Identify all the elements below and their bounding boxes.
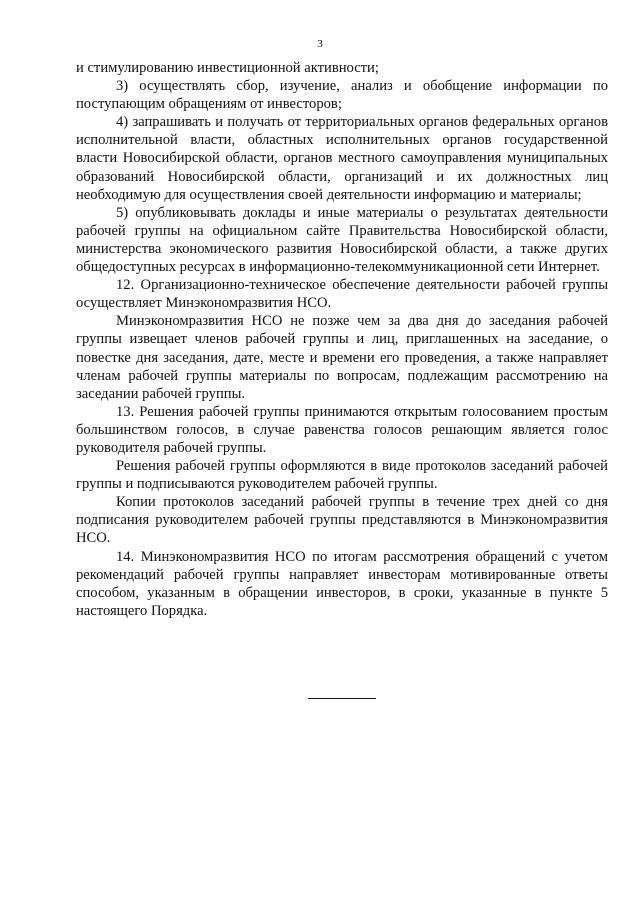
paragraph-item-4: 4) запрашивать и получать от территориальных органов федеральных органов исполнительной власти, областных исполнительных органов государственной власти Новосибирской области, органов местного самоуправления муниципальных образований Новосибирской области, организаций и их должностных лиц необходимую для осуществления своей деятельности информацию и материалы;	[76, 114, 608, 203]
paragraph-clause-13-copies: Копии протоколов заседаний рабочей группы в течение трех дней со дня подписания руководителем рабочей группы представляются в Минэкономразвития НСО.	[76, 494, 608, 547]
document-body	[76, 59, 608, 620]
paragraph-item-5: 5) опубликовывать доклады и иные материалы о результатах деятельности рабочей группы на официальном сайте Правительства Новосибирской области, министерства экономического развития Новосибирской области, а также других общедоступных ресурсах в информационно-телекоммуникационной сети Интернет.	[76, 204, 608, 276]
paragraph-clause-13-protocols: Решения рабочей группы оформляются в виде протоколов заседаний рабочей группы и подписываются руководителем рабочей группы.	[76, 458, 608, 493]
paragraph-clause-12: 12. Организационно-техническое обеспечение деятельности рабочей группы осуществляет Минэкономразвития НСО.	[76, 277, 608, 312]
paragraph-clause-12-notice: Минэкономразвития НСО не позже чем за два дня до заседания рабочей группы извещает членов рабочей группы и лиц, приглашенных на заседание, о повестке дня заседания, дате, месте и времени его проведения, а также направляет членам рабочей группы материалы по вопросам, подлежащим рассмотрению на заседании рабочей группы.	[76, 313, 608, 402]
paragraph-item-3: 3) осуществлять сбор, изучение, анализ и обобщение информации по поступающим обращениям от инвесторов;	[76, 78, 608, 113]
paragraph-clause-14: 14. Минэкономразвития НСО по итогам рассмотрения обращений с учетом рекомендаций рабочей группы направляет инвесторам мотивированные ответы способом, указанным в обращении инвесторов, в сроки, указанные в пункте 5 настоящего Порядка.	[76, 548, 608, 619]
paragraph-1: и стимулированию инвестиционной активности;	[76, 60, 379, 76]
paragraph-clause-13: 13. Решения рабочей группы принимаются открытым голосованием простым большинством голосов, в случае равенства голосов решающим является голос руководителя рабочей группы.	[76, 403, 608, 456]
end-of-document-line	[308, 698, 376, 699]
page-number: 3	[317, 38, 323, 50]
